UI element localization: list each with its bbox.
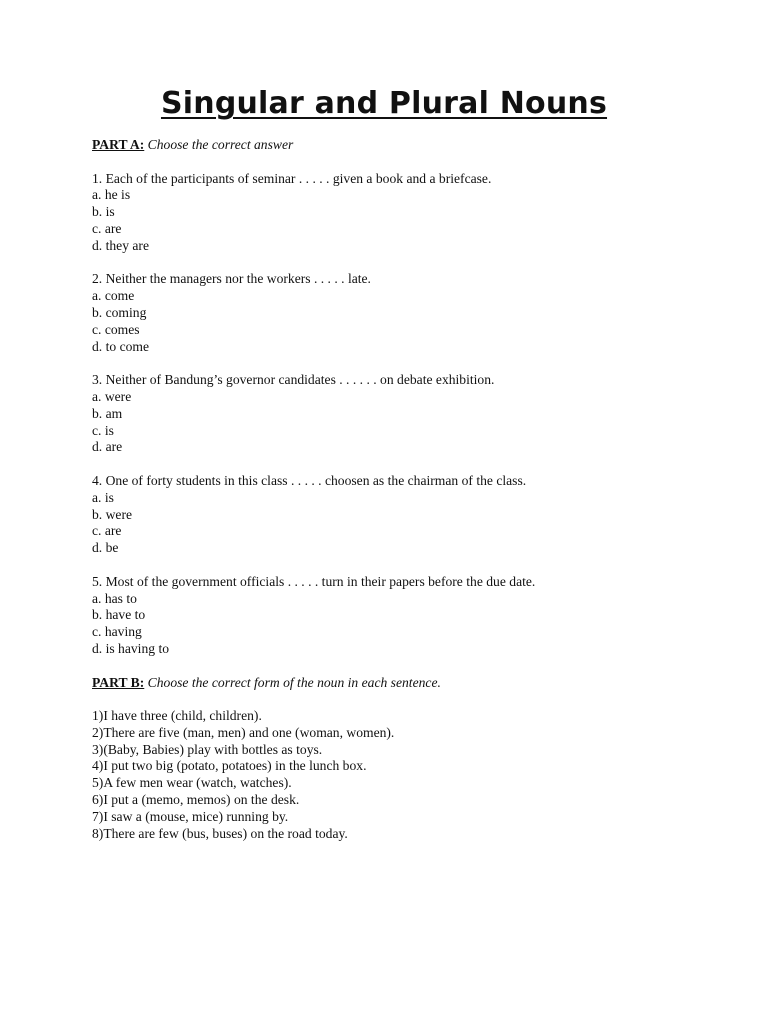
answer-option: c. are [92, 523, 122, 539]
spacer [92, 557, 692, 574]
part-a-instruction: Choose the correct answer [147, 137, 294, 152]
question-stem: 3. Neither of Bandung’s governor candidates . . . . . . on debate exhibition. [92, 372, 495, 388]
spacer [92, 658, 692, 675]
question-stem: 5. Most of the government officials . . . . . turn in their papers before the due date. [92, 573, 536, 589]
answer-option: b. were [92, 506, 133, 522]
answer-option: b. is [92, 204, 115, 220]
list-item: 5)A few men wear (watch, watches). [92, 775, 292, 791]
list-item: 2)There are five (man, men) and one (woman, women). [92, 724, 395, 740]
answer-option: b. coming [92, 304, 147, 320]
answer-option: a. has to [92, 590, 137, 606]
answer-option: d. is having to [92, 640, 170, 656]
answer-option: c. are [92, 220, 122, 236]
question-1 [92, 171, 692, 255]
part-b-list [92, 708, 692, 842]
list-item: 7)I saw a (mouse, mice) running by. [92, 808, 289, 824]
question-stem: 2. Neither the managers nor the workers . . . . . late. [92, 271, 371, 287]
answer-option: c. having [92, 624, 142, 640]
answer-option: d. be [92, 540, 119, 556]
part-b-instruction: Choose the correct form of the noun in each sentence. [147, 674, 441, 690]
list-item: 8)There are few (bus, buses) on the road today. [92, 825, 348, 841]
spacer [92, 154, 692, 171]
question-4 [92, 473, 692, 557]
list-item: 4)I put two big (potato, potatoes) in the lunch box. [92, 758, 367, 774]
answer-option: c. comes [92, 321, 140, 337]
page-title: Singular and Plural Nouns [160, 86, 608, 121]
answer-option: a. he is [92, 187, 131, 203]
answer-option: d. they are [92, 237, 149, 253]
part-b-header [92, 675, 692, 692]
answer-option: d. are [92, 439, 123, 455]
spacer [92, 255, 692, 272]
answer-option: b. am [92, 405, 123, 421]
list-item: 1)I have three (child, children). [92, 708, 262, 724]
spacer [92, 456, 692, 473]
answer-option: a. is [92, 489, 114, 505]
answer-option: a. were [92, 388, 132, 404]
list-item: 6)I put a (memo, memos) on the desk. [92, 792, 300, 808]
question-stem: 1. Each of the participants of seminar . . . . . given a book and a briefcase. [92, 170, 492, 186]
worksheet-body [92, 137, 692, 842]
question-2 [92, 271, 692, 355]
answer-option: b. have to [92, 607, 146, 623]
question-5 [92, 574, 692, 658]
answer-option: a. come [92, 288, 135, 304]
question-3 [92, 372, 692, 456]
spacer [92, 691, 692, 708]
part-a-header [92, 137, 692, 154]
part-a-label: PART A: [92, 137, 145, 152]
answer-option: c. is [92, 422, 114, 438]
answer-option: d. to come [92, 338, 150, 354]
part-b-label: PART B: [92, 674, 145, 690]
list-item: 3)(Baby, Babies) play with bottles as toys. [92, 741, 323, 757]
spacer [92, 355, 692, 372]
question-stem: 4. One of forty students in this class . . . . . choosen as the chairman of the class. [92, 472, 527, 488]
